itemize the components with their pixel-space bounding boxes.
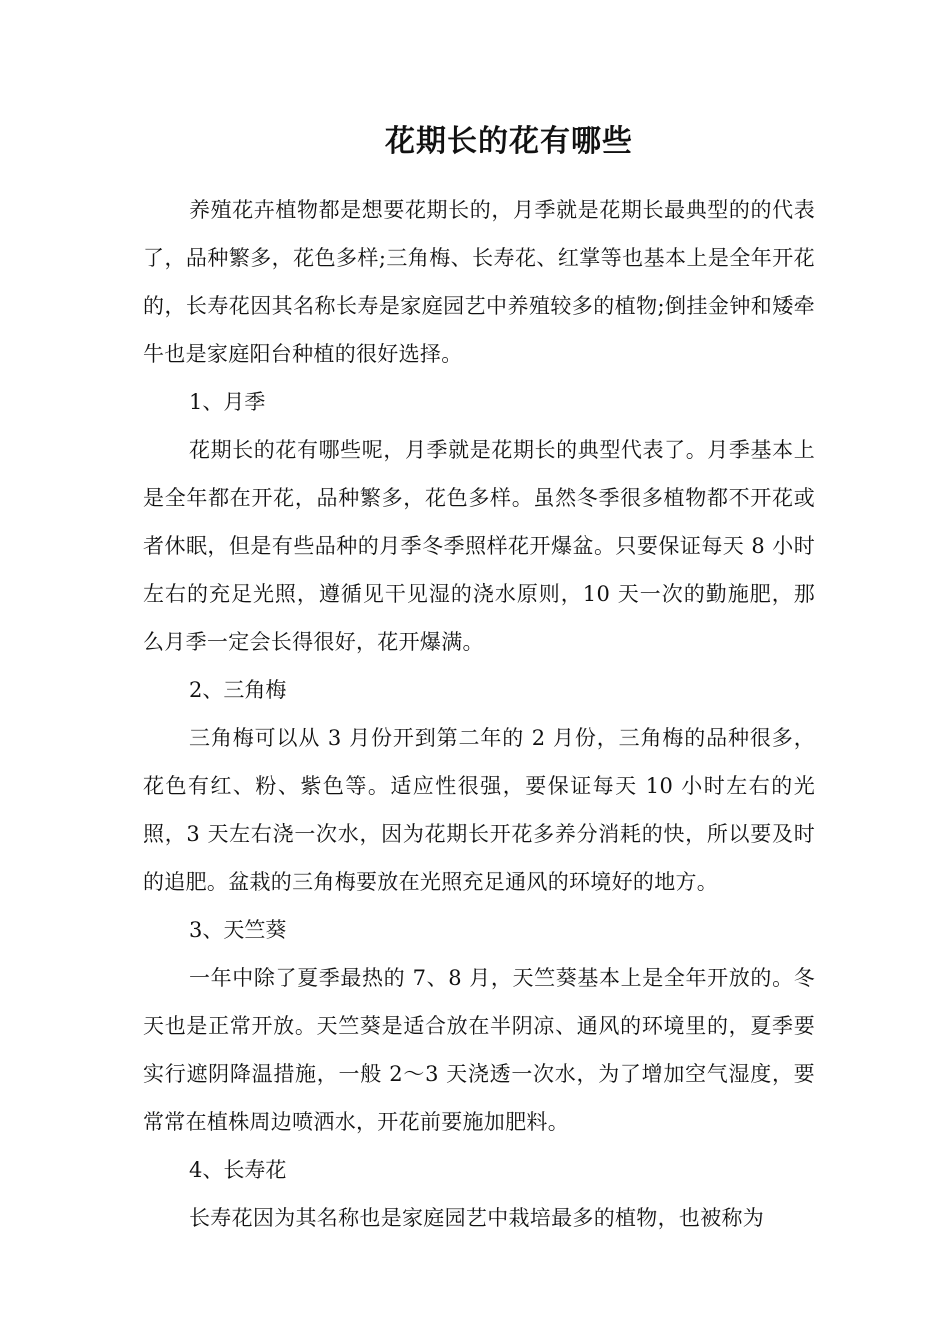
section-heading-3: 3、天竺葵 [189,918,287,942]
page-title: 花期长的花有哪些 [385,124,633,159]
section-heading-1: 1、月季 [189,390,266,414]
document-body [143,118,815,1242]
section-body-1: 花期长的花有哪些呢，月季就是花期长的典型代表了。月季基本上是全年都在开花，品种繁多，花色多样。虽然冬季很多植物都不开花或者休眠，但是有些品种的月季冬季照样花开爆盆。只要保证每天 8 小时左右的充足光照，遵循见干见湿的浇水原则，10 天一次的勤施肥，那么月季一定会长得很好，花开爆满。 [143,438,815,654]
section-body-3: 一年中除了夏季最热的 7、8 月，天竺葵基本上是全年开放的。冬天也是正常开放。天竺葵是适合放在半阴凉、通风的环境里的，夏季要实行遮阴降温措施，一般 2～3 天浇透一次水，为了增加空气湿度，要常常在植株周边喷洒水，开花前要施加肥料。 [143,966,815,1134]
section-body-2: 三角梅可以从 3 月份开到第二年的 2 月份，三角梅的品种很多，花色有红、粉、紫色等。适应性很强，要保证每天 10 小时左右的光照，3 天左右浇一次水，因为花期长开花多养分消耗的快，所以要及时的追肥。盆栽的三角梅要放在光照充足通风的环境好的地方。 [143,726,815,894]
section-heading-4: 4、长寿花 [189,1158,287,1182]
section-heading-2: 2、三角梅 [189,678,287,702]
intro-paragraph: 养殖花卉植物都是想要花期长的，月季就是花期长最典型的的代表了，品种繁多，花色多样;三角梅、长寿花、红掌等也基本上是全年开花的，长寿花因其名称长寿是家庭园艺中养殖较多的植物;倒挂金钟和矮牵牛也是家庭阳台种植的很好选择。 [143,198,815,366]
section-body-4: 长寿花因为其名称也是家庭园艺中栽培最多的植物，也被称为 [189,1206,765,1230]
